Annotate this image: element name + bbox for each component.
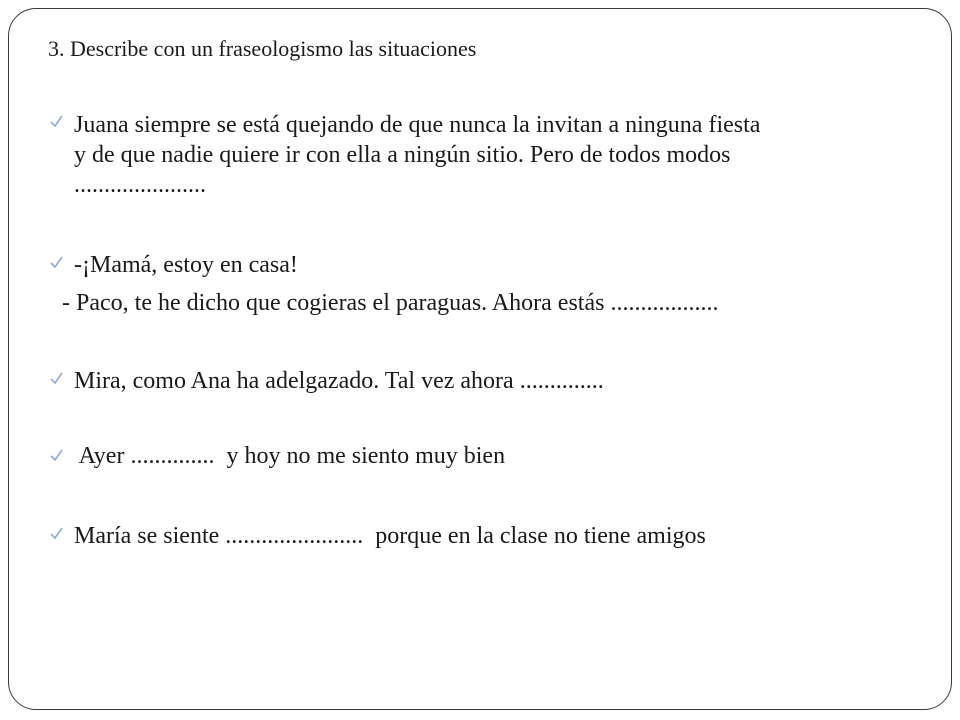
item-line: y de que nadie quiere ir con ella a ningún sitio. Pero de todos modos: [74, 142, 731, 168]
item-line: - Paco, te he dicho que cogieras el paraguas. Ahora estás ..................: [62, 290, 719, 316]
list-item: [74, 521, 706, 551]
list-item: [74, 441, 505, 471]
item-line: Ayer .............. y hoy no me siento muy bien: [74, 443, 506, 469]
item-line: María se siente ....................... porque en la clase no tiene amigos: [74, 523, 706, 549]
item-line: Mira, como Ana ha adelgazado. Tal vez ahora ..............: [74, 368, 604, 394]
check-icon: [50, 527, 63, 540]
check-icon: [50, 115, 63, 128]
list-item: [74, 110, 760, 200]
check-icon: [50, 372, 63, 385]
list-item: [74, 366, 604, 396]
item-line-blank: ......................: [74, 172, 206, 198]
item-line: Juana siempre se está quejando de que nunca la invitan a ninguna fiesta: [74, 112, 761, 138]
slide-title: 3. Describe con un fraseologismo las situaciones: [48, 36, 477, 61]
check-icon: [50, 256, 63, 269]
check-icon: [50, 449, 63, 462]
item-line: -¡Mamá, estoy en casa!: [74, 252, 298, 278]
list-item: [74, 250, 298, 280]
list-item-continuation: [62, 288, 718, 318]
